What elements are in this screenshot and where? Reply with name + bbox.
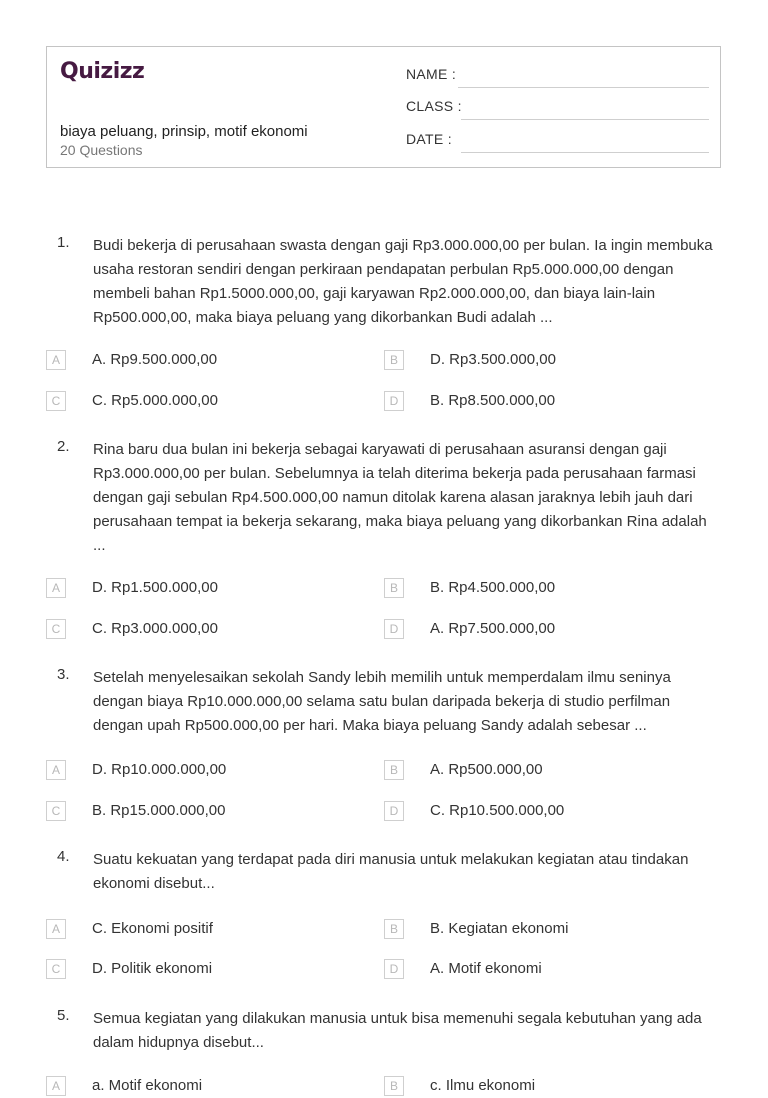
choice-option[interactable] (46, 959, 346, 981)
choice-letter-box: A (46, 350, 66, 370)
question-number: 3. (57, 666, 70, 683)
name-label: NAME : (406, 66, 457, 82)
choice-option[interactable] (384, 919, 684, 941)
choice-option[interactable] (384, 801, 684, 823)
choice-text: C. Rp5.000.000,00 (92, 392, 218, 409)
choice-option[interactable] (46, 919, 346, 941)
choice-option[interactable] (384, 391, 684, 413)
choice-option[interactable] (46, 1076, 346, 1098)
quizizz-logo: Quizizz (60, 59, 145, 84)
choice-letter-box: D (384, 619, 404, 639)
date-label: DATE : (406, 131, 452, 147)
choice-letter-box: D (384, 391, 404, 411)
choice-option[interactable] (46, 350, 346, 372)
choice-letter-box: B (384, 578, 404, 598)
choice-letter-box: B (384, 1076, 404, 1096)
question-text: Semua kegiatan yang dilakukan manusia untuk bisa memenuhi segala kebutuhan yang ada dalam hidupnya disebut... (93, 1010, 702, 1051)
choice-option[interactable] (384, 959, 684, 981)
choice-text: B. Rp8.500.000,00 (430, 392, 556, 409)
question-text: Budi bekerja di perusahaan swasta dengan gaji Rp3.000.000,00 per bulan. Ia ingin membuka usaha restoran sendiri dengan perkiraan pendapatan perbulan Rp5.000.000,00 dengan membeli bahan Rp1.5000.000,00, gaji karyawan Rp2.000.000,00, dan biaya lain-lain Rp500.000,00, maka biaya peluang yang dikorbankan Budi adalah ... (93, 237, 713, 326)
question-text: Rina baru dua bulan ini bekerja sebagai karyawati di perusahaan asuransi dengan gaji Rp3.000.000,00 per bulan. Sebelumnya ia telah diterima bekerja pada perusahaan farmasi dengan gaji sebulan Rp4.500.000,00 namun ditolak karena alasan jaraknya lebih jauh dari perusahaan tempat ia bekerja sekarang, maka biaya peluang yang dikorbankan Rina adalah ... (93, 441, 707, 554)
class-line[interactable] (461, 119, 709, 120)
question-text: Setelah menyelesaikan sekolah Sandy lebih memilih untuk memperdalam ilmu seninya dengan biaya Rp10.000.000,00 selama satu bulan daripada bekerja di studio perfilman dengan upah Rp500.000,00 per hari. Maka biaya peluang Sandy adalah sebesar ... (93, 669, 671, 734)
choice-text: c. Ilmu ekonomi (430, 1077, 536, 1094)
choice-text: A. Rp9.500.000,00 (92, 351, 218, 368)
class-field (406, 98, 709, 120)
choice-text: D. Rp10.000.000,00 (92, 761, 227, 778)
choice-text: C. Rp3.000.000,00 (92, 620, 218, 637)
choice-option[interactable] (46, 760, 346, 782)
choice-letter-box: A (46, 760, 66, 780)
choice-option[interactable] (46, 391, 346, 413)
choice-option[interactable] (46, 619, 346, 641)
choice-option[interactable] (46, 801, 346, 823)
date-line[interactable] (461, 152, 709, 153)
choice-text: B. Rp4.500.000,00 (430, 579, 556, 596)
class-label: CLASS : (406, 98, 462, 114)
choice-letter-box: C (46, 959, 66, 979)
choice-letter-box: C (46, 801, 66, 821)
choice-text: B. Kegiatan ekonomi (430, 920, 569, 937)
question-number: 5. (57, 1007, 70, 1024)
choice-letter-box: A (46, 919, 66, 939)
question-count: 20 Questions (60, 142, 143, 158)
choice-letter-box: A (46, 578, 66, 598)
choice-text: B. Rp15.000.000,00 (92, 802, 226, 819)
choice-option[interactable] (46, 578, 346, 600)
question-number: 4. (57, 848, 70, 865)
choice-letter-box: D (384, 801, 404, 821)
choice-option[interactable] (384, 1076, 684, 1098)
choice-option[interactable] (384, 578, 684, 600)
question-number: 1. (57, 234, 70, 251)
worksheet-header (46, 46, 721, 168)
choice-letter-box: A (46, 1076, 66, 1096)
question-text: Suatu kekuatan yang terdapat pada diri manusia untuk melakukan kegiatan atau tindakan ekonomi disebut... (93, 851, 689, 892)
choice-letter-box: B (384, 350, 404, 370)
choice-text: A. Rp7.500.000,00 (430, 620, 556, 637)
choice-text: a. Motif ekonomi (92, 1077, 203, 1094)
choice-text: A. Motif ekonomi (430, 960, 542, 977)
choice-text: A. Rp500.000,00 (430, 761, 543, 778)
choice-text: D. Politik ekonomi (92, 960, 213, 977)
choice-option[interactable] (384, 760, 684, 782)
name-field (406, 66, 709, 88)
choice-letter-box: B (384, 760, 404, 780)
choice-text: D. Rp3.500.000,00 (430, 351, 556, 368)
choice-text: D. Rp1.500.000,00 (92, 579, 218, 596)
choice-letter-box: D (384, 959, 404, 979)
choice-text: C. Rp10.500.000,00 (430, 802, 565, 819)
worksheet-title: biaya peluang, prinsip, motif ekonomi (60, 123, 308, 140)
choice-letter-box: C (46, 391, 66, 411)
date-field (406, 131, 709, 153)
choice-text: C. Ekonomi positif (92, 920, 213, 937)
choice-letter-box: B (384, 919, 404, 939)
choice-option[interactable] (384, 619, 684, 641)
choice-letter-box: C (46, 619, 66, 639)
question-number: 2. (57, 438, 70, 455)
choice-option[interactable] (384, 350, 684, 372)
name-line[interactable] (458, 87, 709, 88)
